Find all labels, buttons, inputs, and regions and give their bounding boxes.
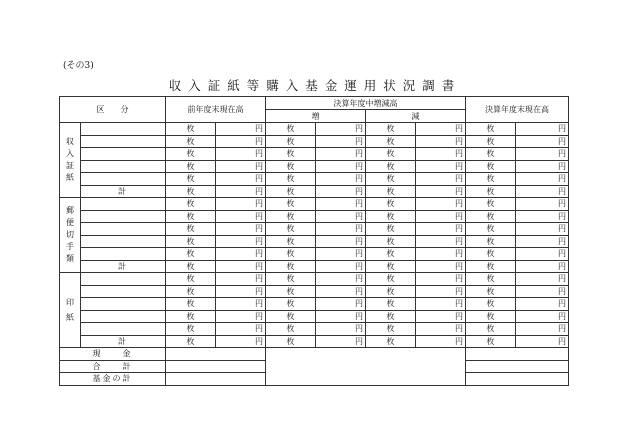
yen-unit: 円 — [316, 135, 366, 148]
table-row — [60, 135, 569, 148]
page-title: 収入証紙等購入基金運用状況調書 — [168, 78, 462, 93]
count-unit: 枚 — [266, 123, 316, 136]
count-unit: 枚 — [266, 298, 316, 311]
group-label — [60, 198, 81, 273]
yen-unit: 円 — [416, 235, 466, 248]
yen-unit: 円 — [516, 173, 569, 186]
table-row — [60, 323, 569, 336]
item-label — [81, 223, 166, 236]
count-unit: 枚 — [266, 198, 316, 211]
yen-unit: 円 — [216, 135, 266, 148]
header-category: 区 分 — [60, 97, 166, 123]
yen-unit: 円 — [416, 298, 466, 311]
footer-change-blank — [266, 348, 466, 386]
count-unit: 枚 — [266, 248, 316, 261]
item-label — [81, 285, 166, 298]
count-unit: 枚 — [366, 335, 416, 348]
yen-unit: 円 — [516, 135, 569, 148]
yen-unit: 円 — [316, 210, 366, 223]
table-row — [60, 148, 569, 161]
total-prev-cell — [166, 360, 266, 373]
count-unit: 枚 — [466, 235, 516, 248]
count-unit: 枚 — [166, 185, 216, 198]
item-label — [81, 173, 166, 186]
count-unit: 枚 — [466, 160, 516, 173]
yen-unit: 円 — [216, 198, 266, 211]
count-unit: 枚 — [166, 260, 216, 273]
yen-unit: 円 — [516, 323, 569, 336]
yen-unit: 円 — [316, 198, 366, 211]
yen-unit: 円 — [316, 223, 366, 236]
item-label — [81, 160, 166, 173]
item-label — [81, 310, 166, 323]
yen-unit: 円 — [216, 248, 266, 261]
yen-unit: 円 — [316, 235, 366, 248]
count-unit: 枚 — [266, 260, 316, 273]
yen-unit: 円 — [516, 310, 569, 323]
header-change: 決算年度中増減高 — [266, 97, 466, 110]
cash-prev-cell — [166, 348, 266, 361]
yen-unit: 円 — [316, 148, 366, 161]
count-unit: 枚 — [366, 135, 416, 148]
table-row — [60, 298, 569, 311]
yen-unit: 円 — [216, 185, 266, 198]
count-unit: 枚 — [166, 285, 216, 298]
table-row — [60, 198, 569, 211]
item-label — [81, 148, 166, 161]
count-unit: 枚 — [466, 148, 516, 161]
table-row — [60, 310, 569, 323]
note: (その3) — [63, 61, 94, 71]
count-unit: 枚 — [166, 198, 216, 211]
yen-unit: 円 — [516, 123, 569, 136]
count-unit: 枚 — [366, 185, 416, 198]
count-unit: 枚 — [166, 173, 216, 186]
yen-unit: 円 — [316, 335, 366, 348]
count-unit: 枚 — [266, 310, 316, 323]
yen-unit: 円 — [316, 173, 366, 186]
table-row — [60, 335, 569, 348]
count-unit: 枚 — [366, 160, 416, 173]
table-row — [60, 223, 569, 236]
table-row — [60, 260, 569, 273]
fund-total-curr-cell — [466, 373, 569, 386]
yen-unit: 円 — [416, 148, 466, 161]
item-label — [81, 298, 166, 311]
count-unit: 枚 — [166, 160, 216, 173]
count-unit: 枚 — [466, 335, 516, 348]
count-unit: 枚 — [366, 198, 416, 211]
count-unit: 枚 — [466, 223, 516, 236]
yen-unit: 円 — [516, 148, 569, 161]
count-unit: 枚 — [466, 323, 516, 336]
count-unit: 枚 — [366, 260, 416, 273]
group-label-text: 印紙 — [66, 298, 74, 322]
yen-unit: 円 — [416, 260, 466, 273]
yen-unit: 円 — [316, 298, 366, 311]
yen-unit: 円 — [316, 273, 366, 286]
count-unit: 枚 — [266, 148, 316, 161]
item-label — [81, 123, 166, 136]
count-unit: 枚 — [166, 135, 216, 148]
yen-unit: 円 — [216, 210, 266, 223]
subtotal-label: 計 — [81, 260, 166, 273]
count-unit: 枚 — [166, 335, 216, 348]
subtotal-label: 計 — [81, 185, 166, 198]
item-label — [81, 198, 166, 211]
count-unit: 枚 — [366, 273, 416, 286]
table-row — [60, 273, 569, 286]
count-unit: 枚 — [466, 135, 516, 148]
yen-unit: 円 — [216, 285, 266, 298]
count-unit: 枚 — [466, 260, 516, 273]
yen-unit: 円 — [516, 210, 569, 223]
fund-total-prev-cell — [166, 373, 266, 386]
fund-status-table — [59, 96, 569, 386]
count-unit: 枚 — [166, 148, 216, 161]
group-label-text: 収入証紙 — [66, 137, 74, 182]
count-unit: 枚 — [166, 223, 216, 236]
yen-unit: 円 — [516, 223, 569, 236]
yen-unit: 円 — [216, 310, 266, 323]
yen-unit: 円 — [216, 160, 266, 173]
count-unit: 枚 — [366, 173, 416, 186]
header-prev-balance: 前年度末現在高 — [166, 97, 266, 123]
count-unit: 枚 — [166, 273, 216, 286]
yen-unit: 円 — [216, 235, 266, 248]
cash-curr-cell — [466, 348, 569, 361]
count-unit: 枚 — [266, 173, 316, 186]
count-unit: 枚 — [366, 235, 416, 248]
item-label — [81, 323, 166, 336]
yen-unit: 円 — [516, 260, 569, 273]
count-unit: 枚 — [266, 135, 316, 148]
count-unit: 枚 — [166, 310, 216, 323]
group-label — [60, 273, 81, 348]
item-label — [81, 273, 166, 286]
count-unit: 枚 — [266, 335, 316, 348]
count-unit: 枚 — [366, 323, 416, 336]
yen-unit: 円 — [516, 235, 569, 248]
yen-unit: 円 — [416, 323, 466, 336]
yen-unit: 円 — [416, 273, 466, 286]
yen-unit: 円 — [416, 173, 466, 186]
item-label — [81, 248, 166, 261]
count-unit: 枚 — [266, 235, 316, 248]
yen-unit: 円 — [416, 335, 466, 348]
yen-unit: 円 — [216, 260, 266, 273]
table-row — [60, 285, 569, 298]
count-unit: 枚 — [266, 285, 316, 298]
count-unit: 枚 — [466, 285, 516, 298]
yen-unit: 円 — [416, 185, 466, 198]
yen-unit: 円 — [416, 198, 466, 211]
yen-unit: 円 — [216, 148, 266, 161]
count-unit: 枚 — [366, 223, 416, 236]
yen-unit: 円 — [516, 185, 569, 198]
header-decrease: 減 — [366, 110, 466, 123]
table-row — [60, 210, 569, 223]
item-label — [81, 210, 166, 223]
count-unit: 枚 — [466, 198, 516, 211]
count-unit: 枚 — [366, 148, 416, 161]
yen-unit: 円 — [416, 248, 466, 261]
count-unit: 枚 — [466, 273, 516, 286]
yen-unit: 円 — [316, 160, 366, 173]
count-unit: 枚 — [166, 248, 216, 261]
yen-unit: 円 — [316, 185, 366, 198]
yen-unit: 円 — [216, 273, 266, 286]
header-curr-balance: 決算年度末現在高 — [466, 97, 569, 123]
count-unit: 枚 — [466, 310, 516, 323]
table-row — [60, 173, 569, 186]
yen-unit: 円 — [516, 298, 569, 311]
table-row — [60, 185, 569, 198]
count-unit: 枚 — [366, 285, 416, 298]
yen-unit: 円 — [316, 310, 366, 323]
yen-unit: 円 — [316, 260, 366, 273]
total-curr-cell — [466, 360, 569, 373]
table-row — [60, 160, 569, 173]
item-label — [81, 235, 166, 248]
yen-unit: 円 — [316, 285, 366, 298]
count-unit: 枚 — [266, 323, 316, 336]
yen-unit: 円 — [516, 160, 569, 173]
table-row — [60, 235, 569, 248]
fund-total-row-label: 基金の計 — [60, 373, 166, 386]
yen-unit: 円 — [516, 198, 569, 211]
count-unit: 枚 — [266, 273, 316, 286]
count-unit: 枚 — [266, 185, 316, 198]
yen-unit: 円 — [516, 335, 569, 348]
item-label — [81, 135, 166, 148]
yen-unit: 円 — [216, 123, 266, 136]
count-unit: 枚 — [466, 248, 516, 261]
group-label — [60, 123, 81, 198]
yen-unit: 円 — [416, 160, 466, 173]
yen-unit: 円 — [416, 223, 466, 236]
count-unit: 枚 — [466, 210, 516, 223]
count-unit: 枚 — [366, 310, 416, 323]
count-unit: 枚 — [166, 123, 216, 136]
table-row — [60, 248, 569, 261]
yen-unit: 円 — [516, 248, 569, 261]
count-unit: 枚 — [366, 248, 416, 261]
count-unit: 枚 — [366, 123, 416, 136]
yen-unit: 円 — [216, 298, 266, 311]
cash-row-label: 現 金 — [60, 348, 166, 361]
count-unit: 枚 — [466, 298, 516, 311]
group-label-text: 郵便切手類 — [66, 206, 74, 263]
yen-unit: 円 — [416, 123, 466, 136]
header-increase: 増 — [266, 110, 366, 123]
count-unit: 枚 — [166, 323, 216, 336]
count-unit: 枚 — [366, 210, 416, 223]
yen-unit: 円 — [516, 273, 569, 286]
count-unit: 枚 — [266, 160, 316, 173]
subtotal-label: 計 — [81, 335, 166, 348]
yen-unit: 円 — [516, 285, 569, 298]
yen-unit: 円 — [316, 323, 366, 336]
yen-unit: 円 — [316, 123, 366, 136]
count-unit: 枚 — [466, 185, 516, 198]
table-row — [60, 123, 569, 136]
yen-unit: 円 — [216, 173, 266, 186]
count-unit: 枚 — [466, 173, 516, 186]
yen-unit: 円 — [216, 335, 266, 348]
yen-unit: 円 — [416, 135, 466, 148]
count-unit: 枚 — [266, 210, 316, 223]
yen-unit: 円 — [416, 210, 466, 223]
total-row-label: 合 計 — [60, 360, 166, 373]
count-unit: 枚 — [366, 298, 416, 311]
yen-unit: 円 — [416, 285, 466, 298]
yen-unit: 円 — [416, 310, 466, 323]
yen-unit: 円 — [216, 323, 266, 336]
count-unit: 枚 — [166, 298, 216, 311]
yen-unit: 円 — [216, 223, 266, 236]
count-unit: 枚 — [466, 123, 516, 136]
yen-unit: 円 — [316, 248, 366, 261]
count-unit: 枚 — [266, 223, 316, 236]
count-unit: 枚 — [166, 210, 216, 223]
count-unit: 枚 — [166, 235, 216, 248]
